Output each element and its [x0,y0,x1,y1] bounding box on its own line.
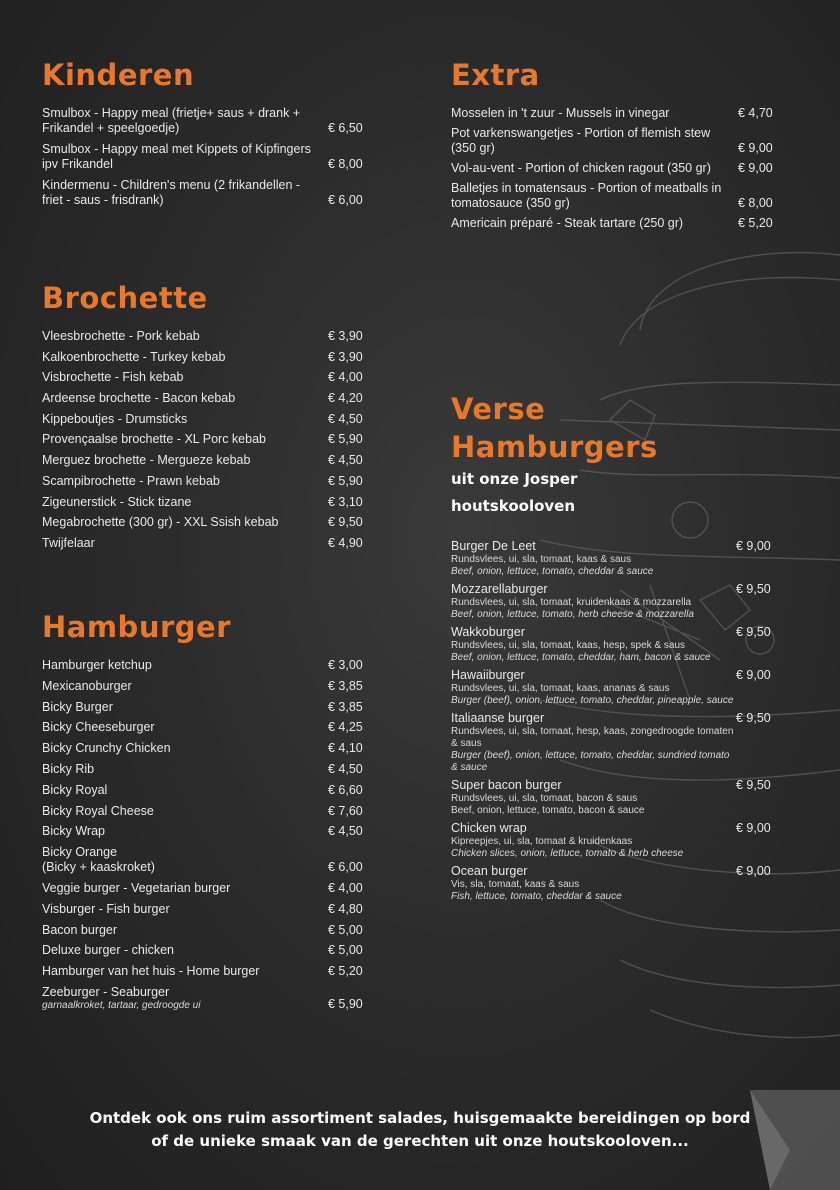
menu-item [42,658,368,673]
menu-item [42,391,368,406]
menu-item-name: Zigeunerstick - Stick tizane [42,494,192,509]
menu-item [42,741,368,756]
menu-item [42,106,368,136]
menu-item-name: Kalkoenbrochette - Turkey kebab [42,349,226,364]
menu-item [42,432,368,447]
burger-item-ingredients-nl: Rundsvlees, ui, sla, tomaat, hesp, kaas, zongedroogde tomaten & saus [451,726,734,749]
menu-item-price: € 4,90 [328,535,363,550]
menu-item-name: Vleesbrochette - Pork kebab [42,329,200,343]
menu-item-price: € 3,85 [328,699,363,714]
section-extra [451,58,778,236]
burger-item [451,624,776,664]
menu-item-name: Balletjes in tomatensaus - Portion of meatballs in tomatosauce (350 gr) [451,181,722,210]
menu-item-price: € 5,00 [328,922,363,937]
menu-item-price: € 9,50 [328,515,363,530]
menu-item-name-wrap [42,350,328,365]
burger-item-ingredients-nl: Rundsvlees, ui, sla, tomaat, kaas, ananas & saus [451,683,670,694]
burger-item-price: € 9,50 [736,582,771,596]
menu-item-name-wrap [451,216,738,231]
burger-item-head [451,863,776,879]
menu-item [42,474,368,489]
menu-item-name-wrap [42,720,328,735]
menu-item-name: Vol-au-vent - Portion of chicken ragout (350 gr) [451,161,711,175]
menu-item [451,161,778,176]
menu-item-name-wrap [42,515,328,530]
menu-item-name: Zeeburger - Seaburger [42,984,170,999]
menu-item-name-wrap [42,985,328,1012]
menu-item-name-wrap [42,658,328,673]
menu-item-name: Provençaalse brochette - XL Porc kebab [42,432,266,447]
burger-item-ingredients-nl: Kipreepjes, ui, sla, tomaat & kruidenkaas [451,836,633,847]
burger-item-ingredients-nl: Vis, sla, tomaat, kaas & saus [451,879,580,890]
menu-item [42,845,368,875]
menu-item-name-wrap [42,902,328,917]
menu-item-price: € 4,10 [328,741,363,756]
burger-item-name: Burger De Leet [451,539,536,553]
burger-item-ingredients-nl: Rundsvlees, ui, sla, tomaat, bacon & saus [451,793,638,804]
section-subtitle-line1: uit onze Josper [451,470,578,488]
menu-item-price: € 4,20 [328,391,363,406]
menu-list [42,106,368,208]
menu-item-price: € 4,00 [328,370,363,385]
burger-item [451,667,776,707]
burger-item-price: € 9,50 [736,625,771,639]
burger-item-price: € 9,00 [736,668,771,682]
menu-item-name: Bicky Burger [42,699,113,714]
menu-item [42,515,368,530]
menu-item-price: € 4,80 [328,901,363,916]
menu-item-name-wrap [42,412,328,427]
menu-item-name: Smulbox - Happy meal (frietje+ saus + drank + Frikandel + speelgoedje) [42,106,301,135]
menu-item [42,679,368,694]
burger-item-ingredients-en: Burger (beef), onion, lettuce, tomato, cheddar, sundried tomato & sauce [451,750,730,773]
menu-item-name: Scampibrochette - Prawn kebab [42,473,220,488]
burger-item-name: Mozzarellaburger [451,582,548,596]
menu-item-name: Bicky Orange (Bicky + kaaskroket) [42,845,155,875]
burger-item-ingredients-en: Beef, onion, lettuce, tomato, bacon & sauce [451,805,645,816]
menu-item-price: € 4,50 [328,453,363,468]
menu-item-name-wrap [42,432,328,447]
menu-item-note: garnaalkroket, tartaar, gedroogde ui [42,999,201,1011]
menu-item-name: Twijfelaar [42,535,95,550]
menu-item-name: Visbrochette - Fish kebab [42,370,184,385]
menu-item-name-wrap [42,881,328,896]
menu-item [42,178,368,208]
menu-item-name: Hamburger ketchup [42,658,152,672]
section-title: Kinderen [42,58,195,92]
menu-item-name-wrap [42,453,328,468]
burger-item-price: € 9,50 [736,778,771,792]
burger-item-head [451,820,776,836]
menu-item-name-wrap [42,783,328,798]
section-title: Extra [451,58,540,92]
menu-item-name-wrap [42,178,328,208]
menu-item-price: € 4,25 [328,720,363,735]
menu-item [42,881,368,896]
menu-item-name: Bicky Wrap [42,824,105,839]
menu-item-name: Bicky Crunchy Chicken [42,741,171,756]
burger-item-head [451,710,776,726]
menu-item-name: Americain préparé - Steak tartare (250 gr) [451,216,684,230]
burger-item [451,820,776,860]
menu-item-name-wrap [42,142,328,172]
menu-item-name-wrap [42,804,328,819]
section-brochette [42,281,368,557]
menu-item-price: € 5,90 [328,996,363,1011]
menu-item-price: € 7,60 [328,803,363,818]
burger-item-name: Wakkoburger [451,625,525,639]
menu-item-price: € 9,00 [738,141,773,155]
footer-line-2: of de unieke smaak van de gerechten uit onze houtskooloven... [151,1132,689,1150]
section-title-line1: Verse [451,392,546,426]
menu-item-name: Kindermenu - Children's menu (2 frikandellen - friet - saus - frisdrank) [42,178,301,207]
burger-item [451,581,776,621]
menu-item-name: Bicky Cheeseburger [42,720,155,735]
menu-item-name-wrap [42,741,328,756]
menu-item-price: € 5,20 [738,216,773,230]
section-hamburger [42,610,368,1018]
menu-item [451,106,778,121]
menu-item-name: Mosselen in 't zuur - Mussels in vinegar [451,106,670,120]
menu-list [42,658,368,1012]
menu-item-price: € 5,00 [328,943,363,958]
menu-item-name-wrap [42,536,328,551]
menu-item-name: Pot varkenswangetjes - Portion of flemish stew (350 gr) [451,126,711,155]
menu-item [42,495,368,510]
menu-item [42,453,368,468]
menu-item-name-wrap [42,964,328,979]
menu-item [42,824,368,839]
menu-item-price: € 6,60 [328,782,363,797]
menu-item-name-wrap [42,679,328,694]
menu-item [42,412,368,427]
menu-item [42,142,368,172]
burger-item-ingredients-en: Beef, onion, lettuce, tomato, cheddar & sauce [451,566,654,577]
burger-item-ingredients-en: Beef, onion, lettuce, tomato, cheddar, ham, bacon & sauce [451,652,711,663]
section-title: Brochette [42,281,208,315]
burger-item-price: € 9,00 [736,864,771,878]
menu-item-price: € 5,20 [328,964,363,979]
burger-item-head [451,538,776,554]
menu-item [42,720,368,735]
menu-list [451,106,778,231]
menu-item-price: € 3,90 [328,329,363,343]
menu-item [42,902,368,917]
menu-item-name: Merguez brochette - Mergueze kebab [42,453,251,468]
footer-promo [40,1107,800,1153]
menu-item-name: Visburger - Fish burger [42,901,170,916]
menu-item [42,762,368,777]
burger-item-ingredients-en: Beef, onion, lettuce, tomato, herb cheese & mozzarella [451,609,694,620]
menu-item-price: € 6,00 [328,193,363,207]
menu-item-name-wrap [42,824,328,839]
menu-item-name: Smulbox - Happy meal met Kippets of Kipfingers ipv Frikandel [42,142,311,171]
menu-item [42,804,368,819]
menu-item [42,964,368,979]
burger-item [451,777,776,817]
burger-item [451,863,776,903]
burger-item-ingredients-en: Chicken slices, onion, lettuce, tomato & herb cheese [451,848,684,859]
menu-item-name-wrap [42,943,328,958]
menu-item [451,126,778,156]
menu-item [42,985,368,1012]
menu-item [42,536,368,551]
menu-item-name-wrap [451,161,738,176]
menu-item [451,216,778,231]
menu-item [42,700,368,715]
menu-item-name-wrap [42,474,328,489]
menu-item [42,923,368,938]
menu-item-name-wrap [42,370,328,385]
menu-item-name: Bicky Rib [42,761,95,776]
menu-item-name: Mexicanoburger [42,678,132,693]
menu-item-name-wrap [42,845,328,875]
burger-item-ingredients-nl: Rundsvlees, ui, sla, tomaat, kaas & saus [451,554,632,565]
burger-item-price: € 9,00 [736,821,771,835]
burger-item-name: Super bacon burger [451,778,562,792]
menu-item [451,181,778,211]
menu-item-price: € 5,90 [328,473,363,488]
menu-item-price: € 4,70 [738,106,773,120]
menu-item-price: € 8,00 [328,157,363,171]
menu-item-name: Bacon burger [42,922,118,937]
menu-item-price: € 3,90 [328,349,363,364]
menu-item-name: Deluxe burger - chicken [42,943,175,958]
burger-item-ingredients-nl: Rundsvlees, ui, sla, tomaat, kaas, hesp, spek & saus [451,640,686,651]
menu-item-price: € 8,00 [738,196,773,210]
menu-item-price: € 3,10 [328,494,363,509]
menu-item-price: € 4,00 [328,880,363,895]
burger-item-ingredients-nl: Rundsvlees, ui, sla, tomaat, kruidenkaas & mozzarella [451,597,692,608]
menu-item-price: € 5,90 [328,432,363,447]
burger-item-price: € 9,50 [736,711,771,725]
menu-list [451,538,776,903]
burger-item-head [451,667,776,683]
menu-item-name: Bicky Royal Cheese [42,803,154,818]
menu-item-name-wrap [451,126,738,156]
menu-item-name-wrap [42,329,328,344]
burger-item-head [451,624,776,640]
menu-item [42,350,368,365]
burger-item-price: € 9,00 [736,539,771,553]
burger-item-name: Italiaanse burger [451,711,545,725]
burger-item [451,710,776,774]
menu-item-price: € 9,00 [738,161,773,175]
menu-item-price: € 3,85 [328,678,363,693]
menu-item-price: € 4,50 [328,824,363,839]
burger-item-ingredients-en: Burger (beef), onion, lettuce, tomato, cheddar, pineapple, sauce [451,695,734,706]
section-title: Hamburger [42,610,231,644]
menu-item-name-wrap [42,106,328,136]
burger-item-head [451,581,776,597]
menu-item [42,370,368,385]
menu-item-name-wrap [42,700,328,715]
menu-item-price: € 4,50 [328,411,363,426]
section-kinderen [42,58,368,214]
burger-item-name: Hawaiiburger [451,668,525,682]
burger-item-head [451,777,776,793]
menu-item-name-wrap [42,495,328,510]
menu-item-price: € 6,50 [328,121,363,135]
menu-item-name: Ardeense brochette - Bacon kebab [42,391,236,406]
menu-item [42,783,368,798]
menu-item-name: Kippeboutjes - Drumsticks [42,411,188,426]
menu-item-price: € 3,00 [328,658,363,672]
menu-item-price: € 4,50 [328,761,363,776]
menu-item-name: Hamburger van het huis - Home burger [42,964,260,979]
burger-item-ingredients-en: Fish, lettuce, tomato, cheddar & sauce [451,891,622,902]
menu-list [42,329,368,551]
burger-item [451,538,776,578]
menu-item-price: € 6,00 [328,860,363,875]
burger-item-name: Ocean burger [451,864,528,878]
menu-item-name-wrap [451,106,738,121]
menu-item [42,329,368,344]
menu-item-name: Bicky Royal [42,782,108,797]
section-verse-hamburgers [451,390,776,906]
menu-item-name-wrap [42,923,328,938]
menu-item-name-wrap [451,181,738,211]
menu-item [42,943,368,958]
section-title-line2: Hamburgers [451,430,658,464]
menu-item-name-wrap [42,762,328,777]
section-subtitle-line2: houtskooloven [451,497,576,515]
menu-item-name-wrap [42,391,328,406]
burger-item-name: Chicken wrap [451,821,527,835]
footer-line-1: Ontdek ook ons ruim assortiment salades, huisgemaakte bereidingen op bord [89,1109,751,1127]
menu-item-name: Veggie burger - Vegetarian burger [42,880,231,895]
menu-item-name: Megabrochette (300 gr) - XXL Ssish kebab [42,515,279,530]
